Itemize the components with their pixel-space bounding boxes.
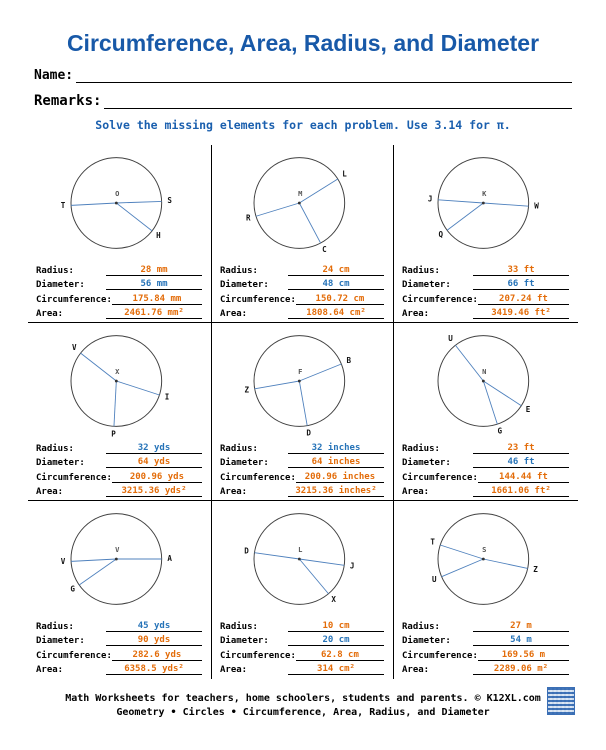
answer-row [402, 454, 569, 469]
circle-diagram [38, 503, 200, 615]
row-value: 207.24 ft [478, 294, 569, 305]
row-label: Circumference: [36, 294, 112, 305]
answer-row [36, 276, 202, 291]
answer-row [36, 483, 202, 498]
row-value: 64 inches [288, 457, 384, 468]
answer-row [402, 468, 569, 483]
row-label: Radius: [36, 443, 74, 454]
row-label: Area: [36, 665, 64, 675]
answer-row [402, 483, 569, 498]
answer-row [36, 305, 202, 320]
row-label: Area: [220, 487, 248, 497]
row-label: Area: [36, 487, 64, 497]
point-label: P [111, 429, 116, 437]
row-value: 282.6 yds [112, 650, 202, 661]
answer-row [402, 632, 569, 647]
instruction-text: Solve the missing elements for each problem. Use 3.14 for π. [95, 118, 511, 132]
row-value: 23 ft [473, 443, 569, 454]
answer-row [36, 454, 202, 469]
row-value: 46 ft [473, 457, 569, 468]
row-value: 27 m [473, 621, 569, 632]
row-label: Radius: [402, 443, 440, 454]
row-label: Diameter: [36, 458, 85, 468]
row-label: Area: [402, 487, 430, 497]
problem-cell [28, 323, 212, 501]
answer-rows [402, 617, 569, 675]
row-value: 150.72 cm [296, 294, 384, 305]
problems-grid [28, 145, 578, 679]
row-value: 3215.36 yds² [106, 486, 202, 497]
row-label: Circumference: [36, 472, 112, 483]
row-value: 90 yds [106, 635, 202, 646]
remarks-label: Remarks: [34, 93, 102, 109]
qr-code [548, 688, 574, 714]
row-value: 3419.46 ft² [473, 308, 569, 319]
answer-row [402, 276, 569, 291]
row-value: 1808.64 cm² [288, 308, 384, 319]
answer-rows [36, 439, 202, 497]
row-label: Diameter: [220, 458, 269, 468]
row-value: 6358.5 yds² [106, 664, 202, 675]
point-label: T [60, 200, 66, 210]
row-label: Diameter: [220, 636, 269, 646]
answer-rows [36, 617, 202, 675]
answer-row [402, 617, 569, 632]
row-value: 144.44 ft [478, 472, 569, 483]
row-label: Radius: [220, 621, 258, 632]
point-label: Z [244, 385, 250, 395]
row-label: Area: [220, 665, 248, 675]
center-label: L [298, 544, 303, 554]
row-value: 54 m [473, 635, 569, 646]
point-label: T [429, 537, 435, 547]
row-label: Circumference: [220, 650, 296, 661]
row-label: Diameter: [36, 636, 85, 646]
point-label: G [497, 426, 502, 436]
circle-diagram [38, 325, 200, 437]
row-label: Diameter: [402, 280, 451, 290]
problem-cell [28, 501, 212, 679]
answer-row [36, 646, 202, 661]
point-label: D [306, 428, 311, 437]
answer-row [220, 454, 384, 469]
row-value: 10 cm [288, 621, 384, 632]
point-label: U [447, 333, 453, 343]
point-label: Z [532, 565, 538, 575]
center-label: S [481, 544, 486, 554]
row-value: 62.8 cm [296, 650, 384, 661]
row-label: Circumference: [402, 294, 478, 305]
answer-row [402, 305, 569, 320]
answer-row [402, 646, 569, 661]
answer-row [402, 439, 569, 454]
answer-row [220, 617, 384, 632]
answer-rows [220, 261, 384, 319]
row-label: Radius: [36, 265, 74, 276]
row-label: Radius: [36, 621, 74, 632]
answer-row [220, 439, 384, 454]
row-value: 1661.06 ft² [473, 486, 569, 497]
problem-cell [212, 145, 394, 323]
point-label: J [349, 561, 355, 571]
row-value: 24 cm [288, 265, 384, 276]
answer-row [36, 290, 202, 305]
answer-row [220, 468, 384, 483]
point-label: C [322, 245, 327, 255]
problem-cell [394, 145, 578, 323]
answer-row [220, 276, 384, 291]
answer-row [36, 617, 202, 632]
answer-row [220, 632, 384, 647]
circle-diagram [221, 147, 383, 259]
answer-row [36, 661, 202, 676]
circle-diagram [405, 503, 567, 615]
name-label: Name: [34, 68, 74, 83]
name-row [34, 61, 572, 83]
row-value: 200.96 yds [112, 472, 202, 483]
row-label: Circumference: [220, 472, 296, 483]
remarks-write-line [104, 108, 572, 109]
point-label: G [70, 584, 75, 594]
row-value: 45 yds [106, 621, 202, 632]
point-label: V [72, 343, 77, 353]
point-label: I [164, 392, 170, 402]
answer-row [36, 439, 202, 454]
row-value: 20 cm [288, 635, 384, 646]
point-label: E [525, 405, 530, 415]
point-label: H [156, 230, 161, 240]
row-label: Diameter: [220, 280, 269, 290]
circle-diagram [405, 147, 567, 259]
row-label: Area: [220, 309, 248, 319]
remarks-row [34, 83, 572, 109]
row-value: 2289.06 m² [473, 664, 569, 675]
row-label: Radius: [402, 265, 440, 276]
answer-row [402, 661, 569, 676]
answer-row [220, 483, 384, 498]
circle-diagram [221, 503, 383, 615]
answer-row [402, 261, 569, 276]
point-label: V [60, 556, 66, 566]
row-value: 169.56 m [478, 650, 569, 661]
answer-rows [220, 617, 384, 675]
center-label: X [115, 366, 120, 376]
row-value: 64 yds [106, 457, 202, 468]
row-label: Radius: [402, 621, 440, 632]
circle-diagram [405, 325, 567, 437]
point-label: R [246, 213, 251, 223]
row-label: Diameter: [36, 280, 85, 290]
footer-line-2: Geometry • Circles • Circumference, Area, Radius, and Diameter [116, 707, 490, 718]
footer-line-1: Math Worksheets for teachers, home schoolers, students and parents. © K12XL.com [65, 693, 541, 704]
row-label: Radius: [220, 265, 258, 276]
answer-row [220, 305, 384, 320]
row-value: 314 cm² [288, 664, 384, 675]
name-write-line [76, 82, 572, 83]
problem-cell [212, 323, 394, 501]
page-footer [0, 692, 606, 720]
answer-row [220, 290, 384, 305]
center-label: F [298, 366, 303, 376]
row-value: 48 cm [288, 279, 384, 290]
row-label: Circumference: [36, 650, 112, 661]
answer-row [36, 468, 202, 483]
answer-rows [402, 439, 569, 497]
point-label: Q [437, 230, 443, 240]
answer-row [402, 290, 569, 305]
point-label: W [533, 201, 539, 211]
row-value: 28 mm [106, 265, 202, 276]
answer-rows [402, 261, 569, 319]
center-label: V [115, 544, 120, 554]
row-value: 3215.36 inches² [288, 486, 384, 497]
answer-row [220, 661, 384, 676]
circle-diagram [221, 325, 383, 437]
row-value: 56 mm [106, 279, 202, 290]
answer-rows [220, 439, 384, 497]
answer-row [220, 261, 384, 276]
problem-cell [394, 323, 578, 501]
row-label: Circumference: [402, 650, 478, 661]
row-label: Diameter: [402, 636, 451, 646]
answer-rows [36, 261, 202, 319]
problem-cell [28, 145, 212, 323]
row-value: 66 ft [473, 279, 569, 290]
answer-row [220, 646, 384, 661]
page-title: Circumference, Area, Radius, and Diameter [66, 30, 540, 56]
row-label: Area: [402, 309, 430, 319]
point-label: S [167, 196, 172, 206]
center-label: N [481, 366, 486, 376]
center-label: M [298, 188, 303, 198]
point-label: L [342, 169, 347, 179]
answer-row [36, 261, 202, 276]
point-label: U [431, 574, 437, 584]
row-label: Area: [36, 309, 64, 319]
row-label: Circumference: [220, 294, 296, 305]
row-label: Diameter: [402, 458, 451, 468]
problem-cell [212, 501, 394, 679]
center-label: K [481, 188, 486, 198]
row-value: 33 ft [473, 265, 569, 276]
row-label: Area: [402, 665, 430, 675]
point-label: X [331, 594, 336, 604]
answer-row [36, 632, 202, 647]
center-label: O [115, 188, 120, 198]
row-value: 200.96 inches [296, 472, 384, 483]
circle-diagram [38, 147, 200, 259]
row-value: 32 yds [106, 443, 202, 454]
row-value: 32 inches [288, 443, 384, 454]
point-label: J [427, 194, 432, 204]
row-label: Circumference: [402, 472, 478, 483]
point-label: D [244, 546, 249, 556]
row-label: Radius: [220, 443, 258, 454]
problem-cell [394, 501, 578, 679]
point-label: B [346, 356, 352, 366]
row-value: 175.84 mm [112, 294, 202, 305]
row-value: 2461.76 mm² [106, 308, 202, 319]
point-label: A [167, 554, 172, 563]
